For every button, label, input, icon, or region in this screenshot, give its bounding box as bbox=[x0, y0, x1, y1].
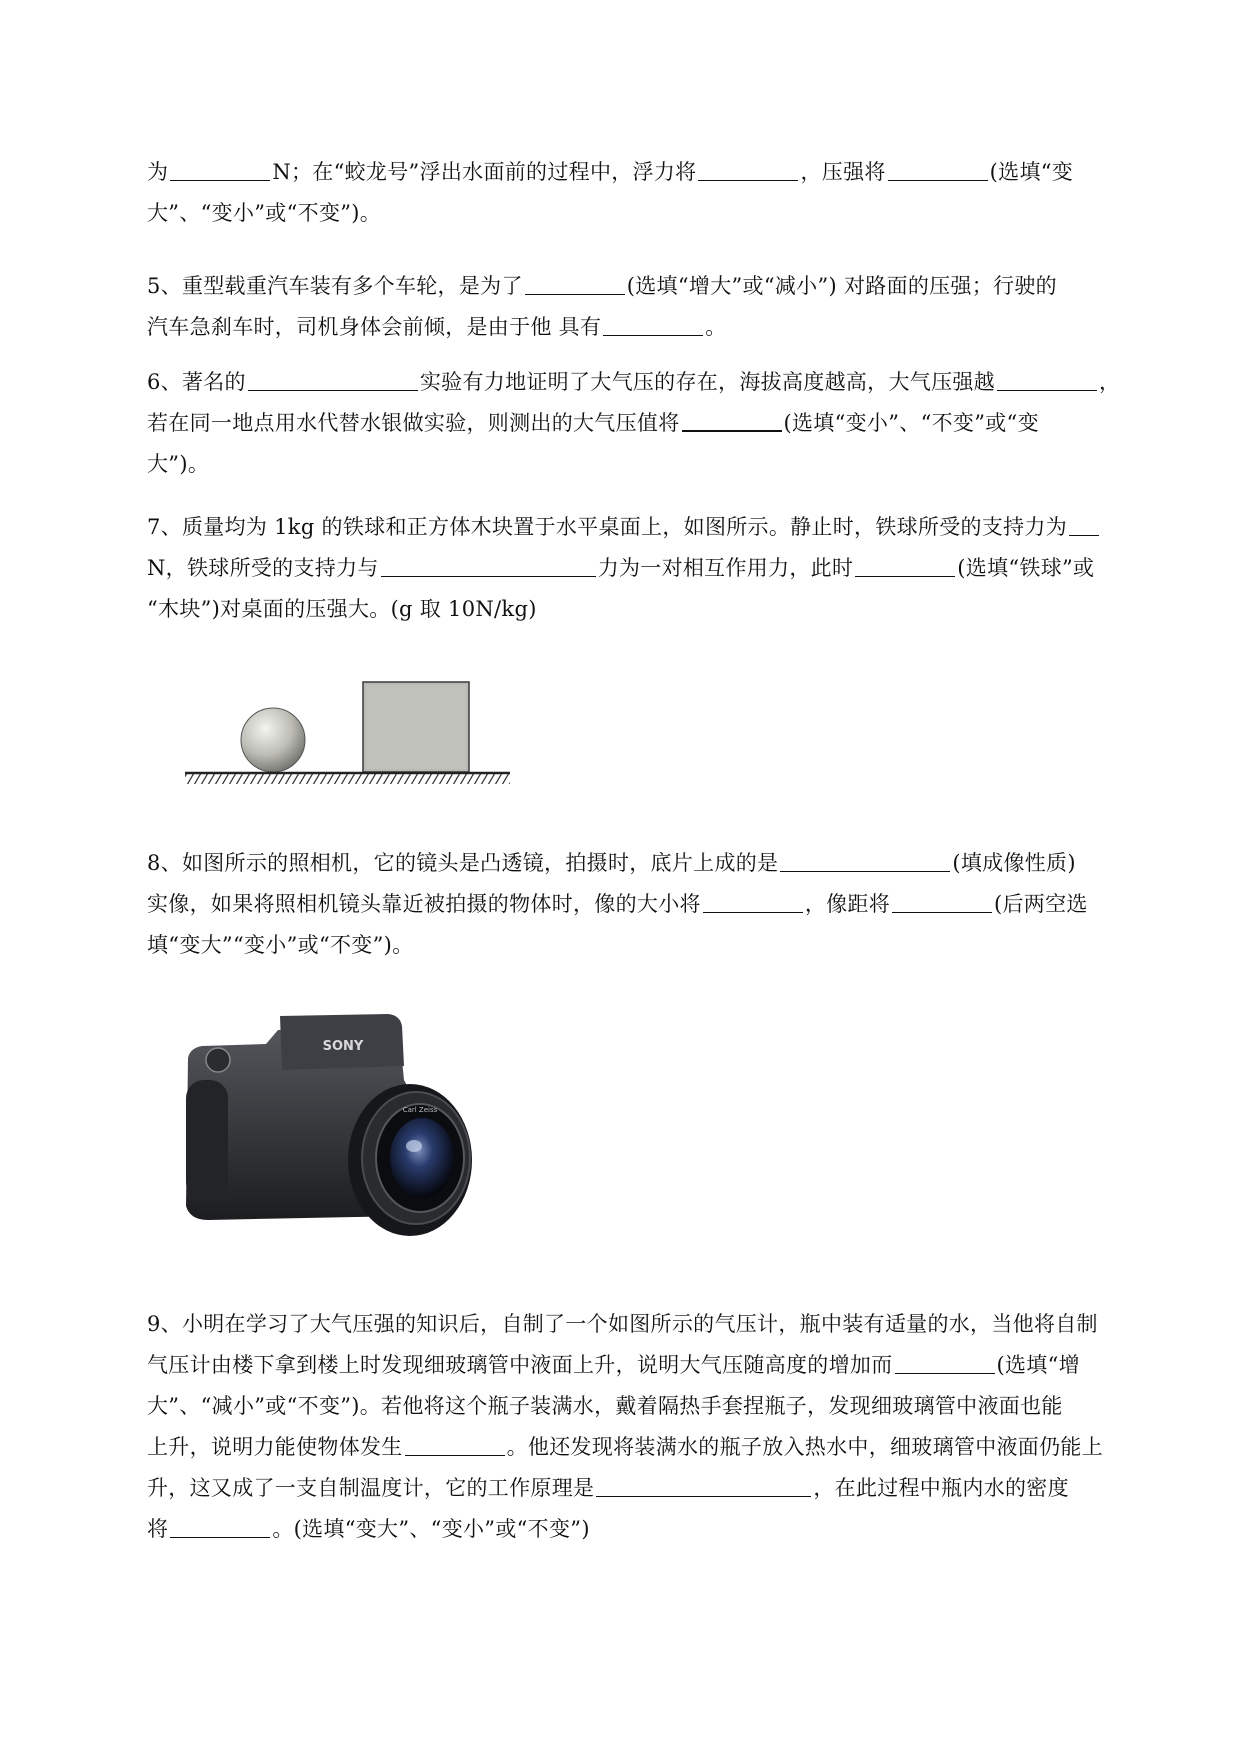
question-6 bbox=[147, 362, 1167, 485]
q9-line-1: 9、小明在学习了大气压强的知识后，自制了一个如图所示的气压计，瓶中装有适量的水，当他将自制 bbox=[147, 1312, 1098, 1336]
q7-line-3: “木块”)对桌面的压强大。(g 取 10N/kg) bbox=[147, 597, 537, 621]
q6-line-3: 大”)。 bbox=[147, 452, 210, 476]
q8-line-1: 8、如图所示的照相机，它的镜头是凸透镜，拍摄时，底片上成的是 (填成像性质) bbox=[147, 851, 1076, 875]
q4-line-1: 为 N；在“蛟龙号”浮出水面前的过程中，浮力将 ，压强将 (选填“变 bbox=[147, 160, 1074, 184]
question-9 bbox=[147, 1304, 1167, 1550]
camera-grip bbox=[186, 1080, 228, 1200]
answer-blank[interactable] bbox=[780, 850, 950, 872]
q6-line-2: 若在同一地点用水代替水银做实验，则测出的大气压值将 (选填“变小”、“不变”或“变 bbox=[147, 411, 1039, 435]
q9-line-2: 气压计由楼下拿到楼上时发现细玻璃管中液面上升，说明大气压随高度的增加而 (选填“增 bbox=[147, 1353, 1080, 1377]
answer-blank[interactable] bbox=[603, 314, 703, 336]
answer-blank[interactable] bbox=[596, 1475, 811, 1497]
camera-brand-text: SONY bbox=[322, 1039, 364, 1054]
answer-blank[interactable] bbox=[682, 409, 782, 432]
answer-blank[interactable] bbox=[1069, 514, 1099, 536]
lens-label-text: Carl Zeiss bbox=[402, 1106, 438, 1114]
answer-blank[interactable] bbox=[888, 159, 988, 181]
camera-figure bbox=[178, 1010, 498, 1240]
q4-line-2: 大”、“变小”或“不变”)。 bbox=[147, 201, 382, 225]
answer-blank[interactable] bbox=[248, 369, 418, 391]
question-5 bbox=[147, 266, 1167, 348]
q9-line-3: 大”、“减小”或“不变”)。若他将这个瓶子装满水，戴着隔热手套捏瓶子，发现细玻璃管中液面也能 bbox=[147, 1394, 1063, 1418]
question-4 bbox=[147, 152, 1167, 234]
answer-blank[interactable] bbox=[703, 891, 803, 913]
answer-blank[interactable] bbox=[895, 1352, 995, 1374]
answer-blank[interactable] bbox=[698, 159, 798, 181]
iron-ball bbox=[241, 708, 305, 772]
mode-dial bbox=[206, 1048, 230, 1072]
q8-line-2: 实像，如果将照相机镜头靠近被拍摄的物体时，像的大小将 ，像距将 (后两空选 bbox=[147, 892, 1088, 916]
question-7 bbox=[147, 507, 1167, 630]
answer-blank[interactable] bbox=[855, 555, 955, 577]
lens-glass bbox=[390, 1118, 454, 1198]
answer-blank[interactable] bbox=[170, 159, 270, 181]
answer-blank[interactable] bbox=[892, 891, 992, 913]
q9-line-4: 上升，说明力能使物体发生 。他还发现将装满水的瓶子放入热水中，细玻璃管中液面仍能上 bbox=[147, 1435, 1104, 1459]
q6-line-1: 6、著名的 实验有力地证明了大气压的存在，海拔高度越高，大气压强越 ， bbox=[147, 370, 1121, 394]
q7-line-2: N，铁球所受的支持力与 力为一对相互作用力，此时 (选填“铁球”或 bbox=[147, 556, 1095, 580]
q9-line-6: 将 。(选填“变大”、“变小”或“不变”) bbox=[147, 1517, 590, 1541]
answer-blank[interactable] bbox=[381, 555, 596, 577]
q5-line-2: 汽车急刹车时，司机身体会前倾，是由于他 具有 。 bbox=[147, 315, 727, 339]
answer-blank[interactable] bbox=[525, 273, 625, 295]
answer-blank[interactable] bbox=[170, 1516, 270, 1538]
q8-line-3: 填“变大”“变小”或“不变”)。 bbox=[147, 933, 414, 957]
question-8 bbox=[147, 843, 1167, 966]
answer-blank[interactable] bbox=[405, 1434, 505, 1456]
q5-line-1: 5、重型载重汽车装有多个车轮，是为了 (选填“增大”或“减小”) 对路面的压强；行驶的 bbox=[147, 274, 1057, 298]
ball-and-block-figure bbox=[180, 665, 520, 815]
q9-line-5: 升，这又成了一支自制温度计，它的工作原理是 ，在此过程中瓶内水的密度 bbox=[147, 1476, 1069, 1500]
q7-line-1: 7、质量均为 1kg 的铁球和正方体木块置于水平桌面上，如图所示。静止时，铁球所受的支持力为 bbox=[147, 507, 1167, 548]
answer-blank[interactable] bbox=[997, 369, 1097, 391]
